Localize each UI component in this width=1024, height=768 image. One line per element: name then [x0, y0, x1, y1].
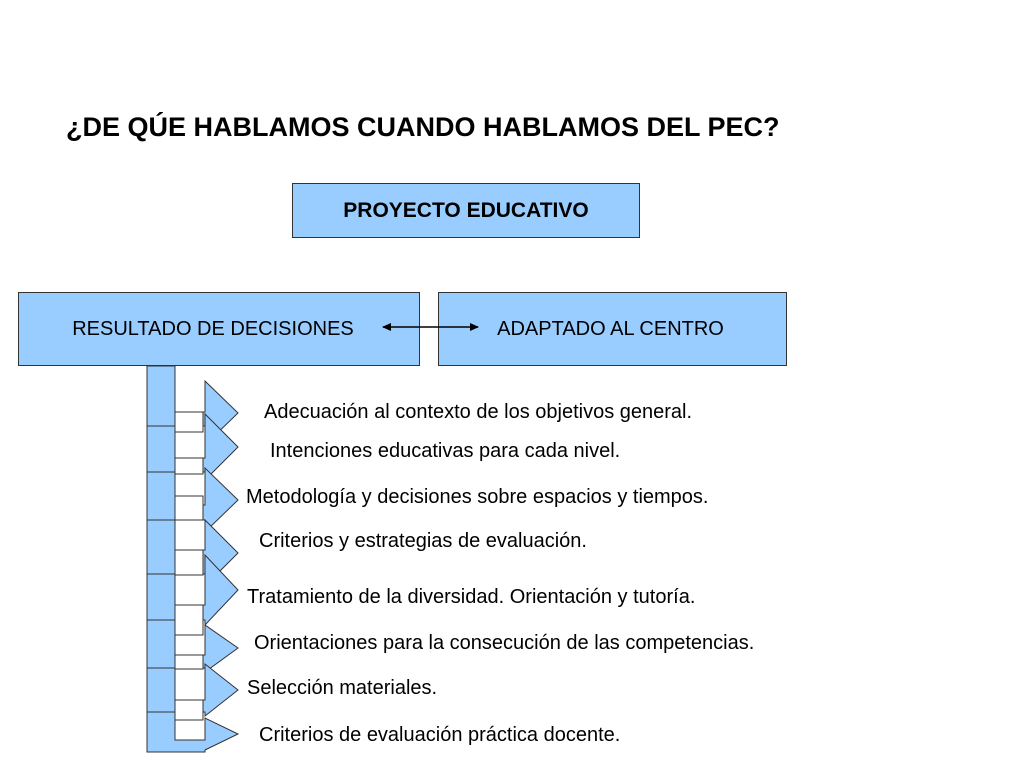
item-adecuacion: Adecuación al contexto de los objetivos general. — [264, 401, 693, 423]
slide-title: ¿DE QÚE HABLAMOS CUANDO HABLAMOS DEL PEC? — [66, 112, 780, 142]
item-criterios-estrategias: Criterios y estrategias de evaluación. — [259, 530, 587, 552]
item-metodologia: Metodología y decisiones sobre espacios y tiempos. — [246, 486, 709, 508]
adaptado-centro-label: ADAPTADO AL CENTRO — [497, 317, 724, 340]
resultado-decisiones-label: RESULTADO DE DECISIONES — [72, 317, 354, 340]
item-intenciones: Intenciones educativas para cada nivel. — [270, 440, 621, 462]
inner-squares — [175, 412, 203, 720]
proyecto-educativo-box: PROYECTO EDUCATIVO — [292, 183, 640, 238]
item-competencias: Orientaciones para la consecución de las competencias. — [254, 632, 755, 654]
item-materiales: Selección materiales. — [247, 677, 438, 699]
item-practica-docente: Criterios de evaluación práctica docente. — [259, 724, 621, 746]
item-diversidad: Tratamiento de la diversidad. Orientación y tutoría. — [247, 586, 696, 608]
